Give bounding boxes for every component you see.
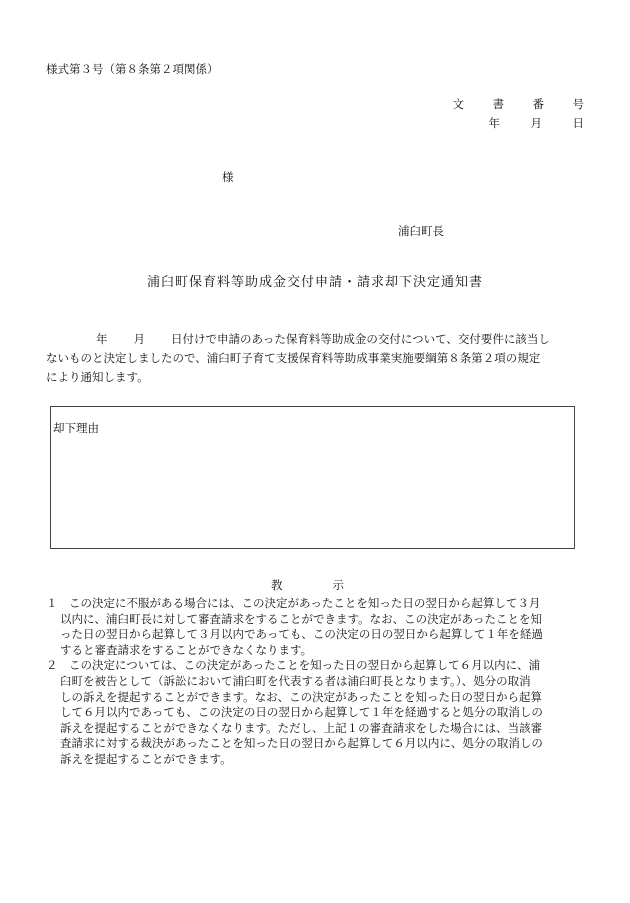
- notice-line: ２ この決定については、この決定があったことを知った日の翌日から起算して６月以内に、浦: [46, 658, 541, 673]
- body-line-1: [46, 330, 586, 349]
- form-number: 様式第３号（第８条第２項関係）: [46, 62, 219, 76]
- notice-line: 査請求に対する裁決があったことを知った日の翌日から起算して６月以内に、処分の取消しの: [60, 736, 543, 751]
- date-year-label: 年: [488, 116, 500, 130]
- notice-heading-char: 教: [271, 578, 283, 592]
- body-line-2: ないものと決定しましたので、浦臼町子育て支援保育料等助成事業実施要綱第８条第２項の規定: [46, 351, 541, 365]
- sender-name: 浦臼町長: [398, 224, 444, 238]
- notice-line: して６月以内であっても、この決定の日の翌日から起算して１年を経過すると処分の取消しの: [60, 705, 543, 720]
- notice-line: 訴えを提起することができます。: [60, 751, 232, 766]
- notice-line: しの訴えを提起することができます。なお、この決定があったことを知った日の翌日から起算: [60, 689, 542, 704]
- notice-line: １ この決定に不服がある場合には、この決定があったことを知った日の翌日から起算して３月: [46, 596, 541, 610]
- notice-line: 以内に、浦臼町長に対して審査請求をすることができます。なお、この決定があったことを知: [60, 611, 542, 626]
- addressee-suffix: 様: [222, 170, 234, 184]
- document-number-row: [441, 99, 584, 111]
- body-month-label: 月: [133, 332, 145, 346]
- date-month-label: 月: [530, 116, 542, 130]
- body-line-1-text: 日付けで申請のあった保育料等助成金の交付について、交付要件に該当し: [171, 332, 550, 346]
- body-line-3: により通知します。: [46, 370, 149, 384]
- doc-number-label-char: 番: [532, 97, 544, 111]
- notice-line: 臼町を被告として（訴訟において浦臼町を代表する者は浦臼町長となります。）、処分の取消: [60, 673, 531, 688]
- doc-number-label-char: 書: [492, 97, 504, 111]
- notice-line: った日の翌日から起算して３月以内であっても、この決定の日の翌日から起算して１年を経過: [60, 627, 543, 642]
- notification-body: [46, 330, 586, 387]
- document-title: 浦臼町保育料等助成金交付申請・請求却下決定通知書: [146, 275, 483, 290]
- rejection-reason-box: [50, 406, 575, 549]
- notice-heading-char: 示: [332, 578, 344, 592]
- notice-list: [46, 596, 586, 768]
- doc-number-label-char: 文: [452, 97, 464, 111]
- notice-line: 訴えを提起することができなくなります。ただし、上記１の審査請求をした場合には、当該審: [60, 720, 543, 735]
- rejection-reason-label: 却下理由: [53, 421, 99, 435]
- body-year-label: 年: [96, 332, 108, 346]
- notice-line: すると審査請求をすることができなくなります。: [60, 642, 313, 657]
- issue-date-row: [486, 118, 584, 130]
- notice-heading: [271, 580, 344, 592]
- doc-number-label-char: 号: [572, 97, 584, 111]
- date-day-label: 日: [572, 116, 584, 130]
